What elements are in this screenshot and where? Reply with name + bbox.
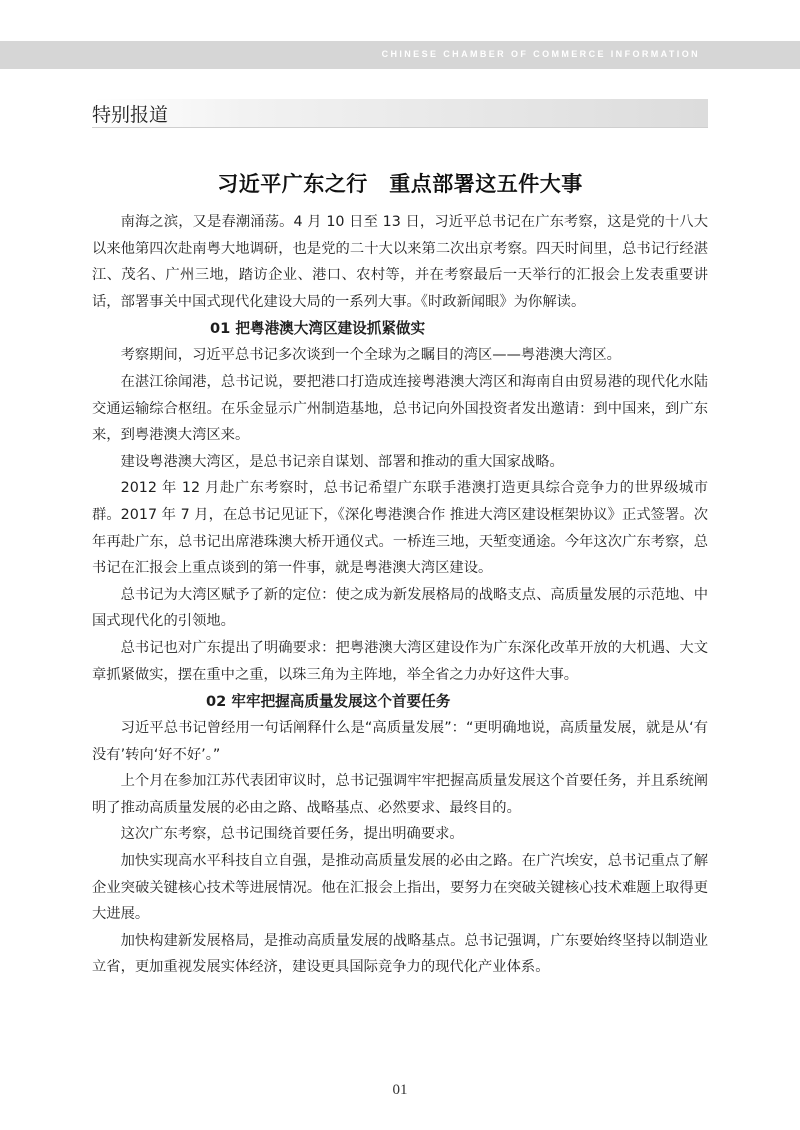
paragraph: 加快构建新发展格局，是推动高质量发展的战略基点。总书记强调，广东要始终坚持以制造业立省，更加重视发展实体经济，建设更具国际竞争力的现代化产业体系。 <box>92 932 708 976</box>
section-title: 特别报道 <box>92 104 169 126</box>
section-bar <box>92 99 708 128</box>
paragraph: 在湛江徐闻港，总书记说，要把港口打造成连接粤港澳大湾区和海南自由贸易港的现代化水陆交通运输综合枢纽。在乐金显示广州制造基地，总书记向外国投资者发出邀请：到中国来，到广东来，到粤港澳大湾区来。 <box>92 373 708 444</box>
page-number: 01 <box>392 1082 408 1098</box>
section-heading-02: 02 牢牢把握高质量发展这个首要任务 <box>206 693 451 711</box>
paragraph: 加快实现高水平科技自立自强，是推动高质量发展的必由之路。在广汽埃安，总书记重点了解企业突破关键核心技术等进展情况。他在汇报会上指出，要努力在突破关键核心技术难题上取得更大进展。 <box>92 853 708 923</box>
paragraph: 总书记也对广东提出了明确要求：把粤港澳大湾区建设作为广东深化改革开放的大机遇、大文章抓紧做实，摆在重中之重，以珠三角为主阵地，举全省之力办好这件大事。 <box>92 639 708 683</box>
paragraph: 习近平总书记曾经用一句话阐释什么是“高质量发展”：“更明确地说，高质量发展，就是从‘有没有’转向‘好不好’。” <box>92 720 708 763</box>
paragraph: 2012 年 12 月赴广东考察时，总书记希望广东联手港澳打造更具综合竞争力的世界级城市群。2017 年 7 月，在总书记见证下，《深化粤港澳合作 推进大湾区建设框架协议》正式签署。次年再赴广东，总书记出席港珠澳大桥开通仪式。一桥连三地，天堑变通途。今年这次广东考察，总书记在汇报会上重点谈到的第一件事，就是粤港澳大湾区建设。 <box>92 480 708 577</box>
paragraph: 建设粤港澳大湾区，是总书记亲自谋划、部署和推动的重大国家战略。 <box>120 453 564 470</box>
section-heading-01: 01 把粤港澳大湾区建设抓紧做实 <box>210 320 426 338</box>
header-band <box>0 41 800 69</box>
paragraph: 上个月在参加江苏代表团审议时，总书记强调牢牢把握高质量发展这个首要任务，并且系统阐明了推动高质量发展的必由之路、战略基点、必然要求、最终目的。 <box>92 773 708 816</box>
article-body <box>92 209 708 981</box>
paragraph: 总书记为大湾区赋予了新的定位：使之成为新发展格局的战略支点、高质量发展的示范地、中国式现代化的引领地。 <box>92 586 708 630</box>
paragraph: 这次广东考察，总书记围绕首要任务，提出明确要求。 <box>120 826 464 843</box>
publication-name: CHINESE CHAMBER OF COMMERCE INFORMATION <box>381 49 700 59</box>
article-title: 习近平广东之行 重点部署这五件大事 <box>217 172 583 196</box>
intro-paragraph: 南海之滨，又是春潮涌荡。4 月 10 日至 13 日，习近平总书记在广东考察，这是党的十八大以来他第四次赴南粤大地调研，也是党的二十大以来第二次出京考察。四天时间里，总书记行经湛江、茂名、广州三地，踏访企业、港口、农村等，并在考察最后一天举行的汇报会上发表重要讲话，部署事关中国式现代化建设大局的一系列大事。《时政新闻眼》为你解读。 <box>92 214 708 310</box>
paragraph: 考察期间，习近平总书记多次谈到一个全球为之瞩目的湾区——粤港澳大湾区。 <box>120 347 621 364</box>
